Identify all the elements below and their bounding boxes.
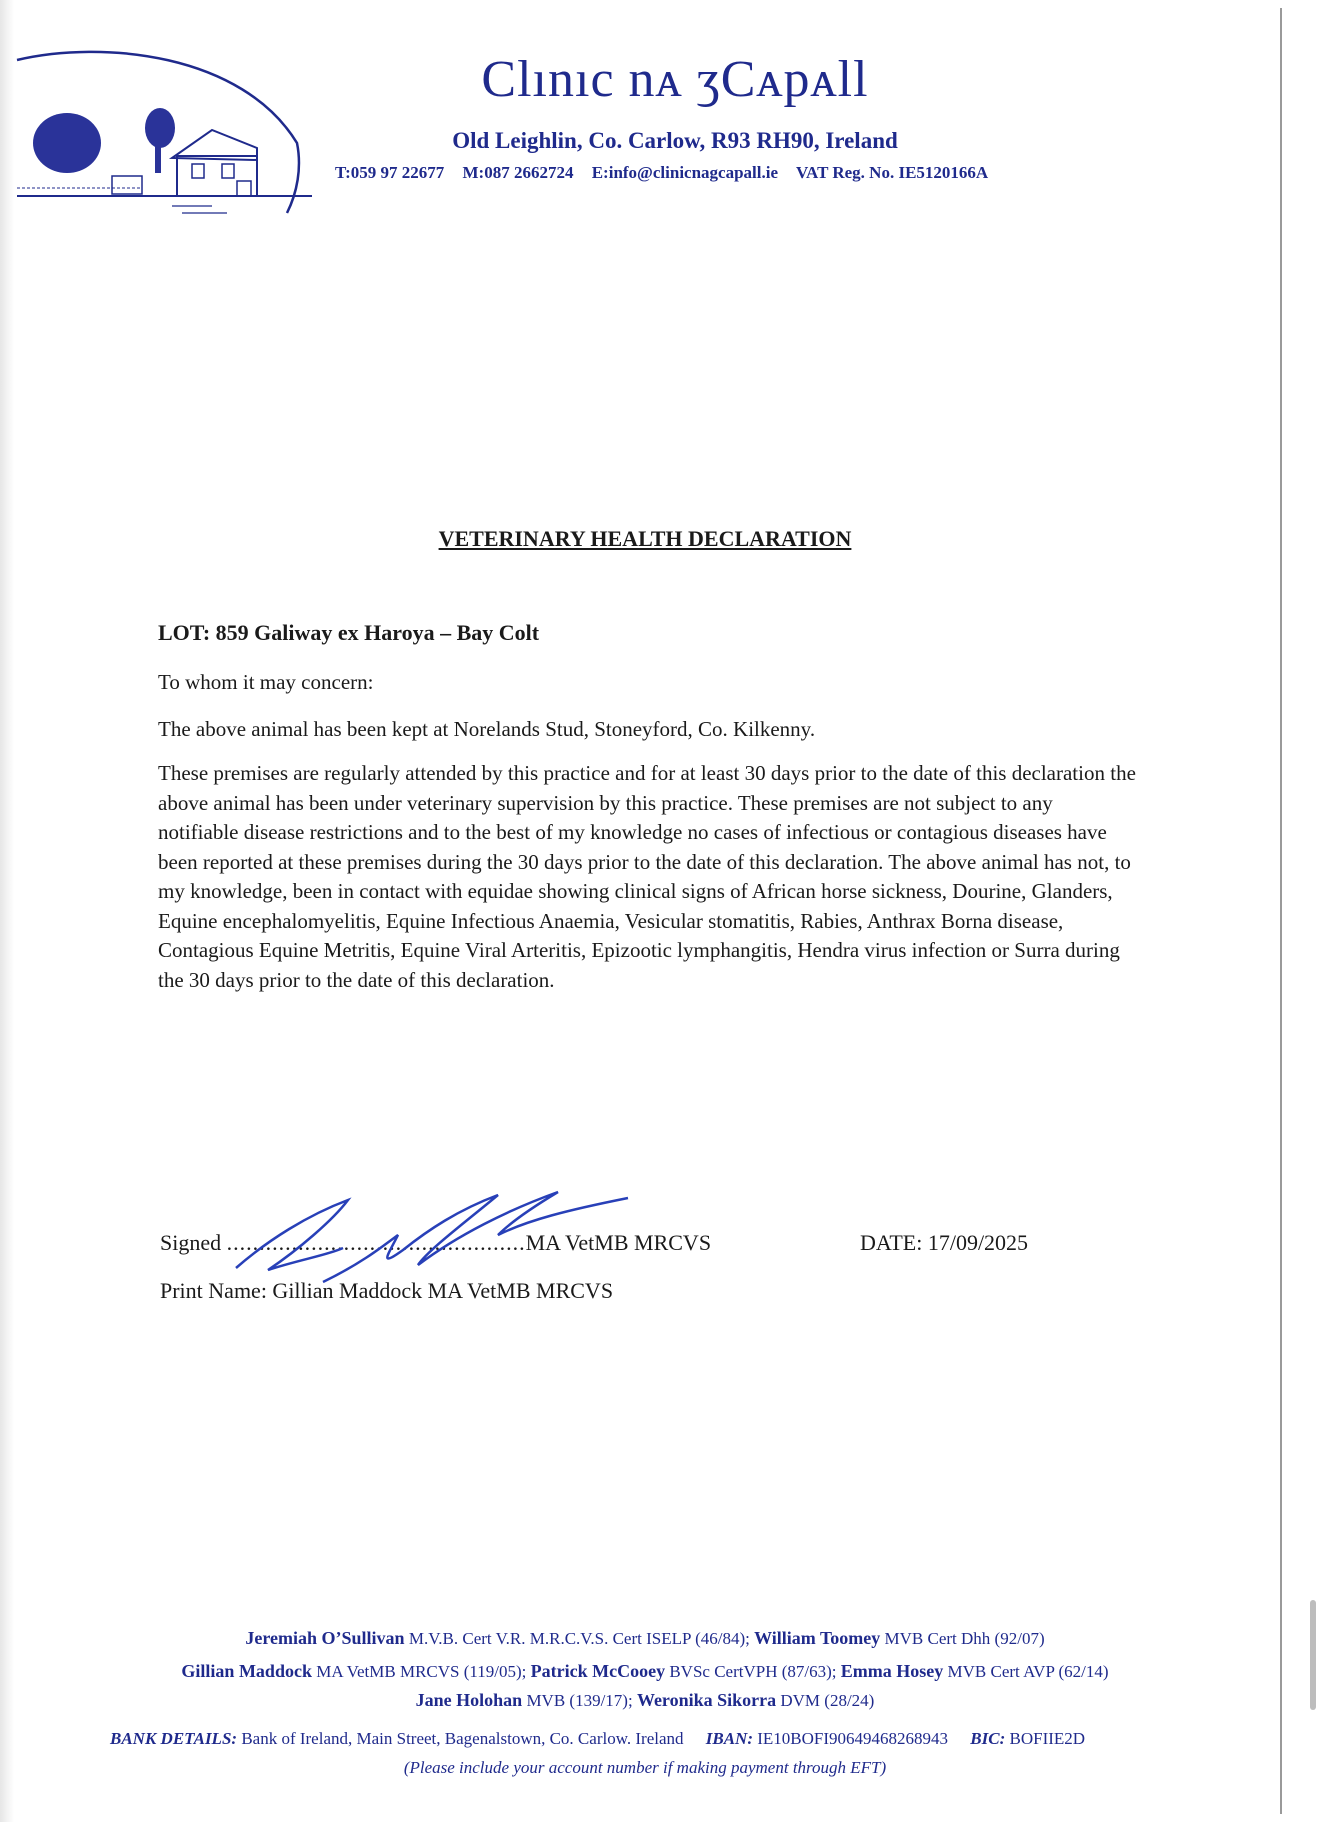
vet-qualifications: M.V.B. Cert V.R. M.R.C.V.S. Cert ISELP (46/84); [404, 1629, 755, 1648]
vet-qualifications: MVB Cert AVP (62/14) [943, 1662, 1109, 1681]
bic-label: BIC: [970, 1729, 1006, 1748]
page-right-edge [1280, 8, 1282, 1814]
contact-details [335, 163, 1002, 183]
bic-value: BOFIIE2D [1005, 1729, 1086, 1748]
vet-name: Jeremiah O’Sullivan [245, 1628, 405, 1648]
eft-note: (Please include your account number if making payment through EFT) [403, 1758, 887, 1777]
signer-qualification: MA VetMB MRCVS [525, 1230, 712, 1255]
clinic-name: Clınıc nᴀ ʒCᴀpᴀll [481, 51, 869, 108]
clinic-address: Old Leighlin, Co. Carlow, R93 RH90, Ireland [452, 128, 898, 153]
email-address: E:info@clinicnagcapall.ie [591, 163, 779, 182]
vet-qualifications: MA VetMB MRCVS (119/05); [311, 1662, 531, 1681]
bank-text: Bank of Ireland, Main Street, Bagenalstown, Co. Carlow. Ireland [237, 1729, 684, 1748]
mobile-number: M:087 2662724 [462, 163, 574, 182]
vat-number: VAT Reg. No. IE5120166A [795, 163, 989, 182]
vet-qualifications: MVB (139/17); [522, 1691, 637, 1710]
vet-qualifications: BVSc CertVPH (87/63); [665, 1662, 841, 1681]
declaration-body: These premises are regularly attended by this practice and for at least 30 days prior to the date of this declaration the above animal has been under veterinary supervision by this practice. These premises are not subject to any notifiable disease restrictions and to the best of my knowledge no cases of infectious or contagious diseases have been reported at these premises during the 30 days prior to the date of this declaration. The above animal has not, to my knowledge, been in contact with equidae showing clinical signs of African horse sickness, Dourine, Glanders, Equine encephalomyelitis, Equine Infectious Anaemia, Vesicular stomatitis, Rabies, Anthrax Borna disease, Contagious Equine Metritis, Equine Viral Arteritis, Epizootic lymphangitis, Hendra virus infection or Surra during the 30 days prior to the date of this declaration. [158, 761, 1136, 992]
greeting: To whom it may concern: [158, 670, 374, 694]
premises-statement: The above animal has been kept at Norelands Stud, Stoneyford, Co. Kilkenny. [158, 717, 816, 741]
handwritten-signature [228, 1180, 638, 1290]
signed-label: Signed [160, 1230, 222, 1255]
declaration-date: DATE: 17/09/2025 [860, 1230, 1029, 1255]
lot-heading: LOT: 859 Galiway ex Haroya – Bay Colt [158, 620, 540, 645]
scrollbar-thumb[interactable] [1310, 1600, 1316, 1710]
vet-qualifications: DVM (28/24) [776, 1691, 875, 1710]
vet-name: Gillian Maddock [181, 1661, 312, 1681]
iban-label: IBAN: [705, 1729, 753, 1748]
vet-name: Emma Hosey [840, 1661, 944, 1681]
bank-label: BANK DETAILS: [110, 1729, 238, 1748]
vet-name: Weronika Sikorra [636, 1690, 777, 1710]
phone-number: T:059 97 22677 [335, 163, 445, 182]
vet-name: Jane Holohan [415, 1690, 523, 1710]
vet-qualifications: MVB Cert Dhh (92/07) [880, 1629, 1045, 1648]
print-name: Print Name: Gillian Maddock MA VetMB MRCVS [160, 1278, 614, 1303]
bank-details [110, 1729, 1085, 1749]
page-left-shadow [0, 0, 14, 1822]
vets-list-line-2 [0, 1661, 1290, 1682]
document-title: VETERINARY HEALTH DECLARATION [438, 526, 852, 551]
vet-name: William Toomey [754, 1628, 881, 1648]
vet-name: Patrick McCooey [530, 1661, 666, 1681]
vets-list-line-3 [0, 1690, 1290, 1711]
signature-dots: .............................................. [226, 1230, 526, 1255]
iban-value: IE10BOFI90649468268943 [753, 1729, 949, 1748]
vets-list-line-1 [0, 1628, 1290, 1649]
